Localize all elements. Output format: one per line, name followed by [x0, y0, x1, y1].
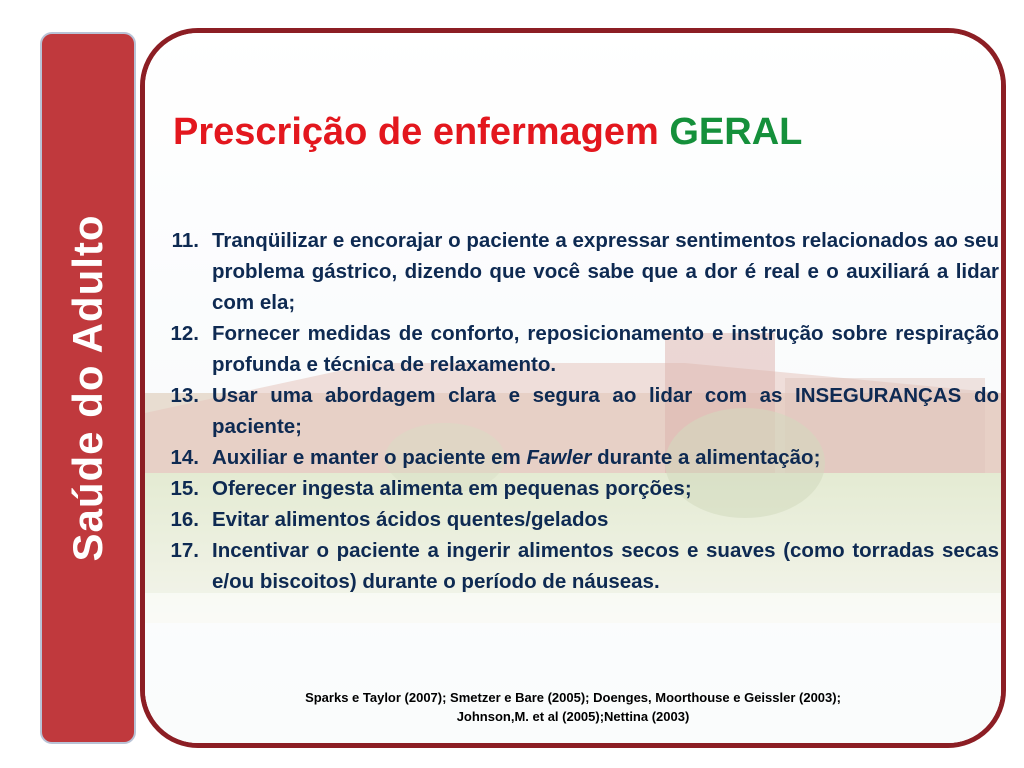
page-title	[173, 111, 802, 154]
list-item	[153, 473, 999, 504]
item-number: 13.	[170, 384, 199, 407]
sidebar-label: Saúde do Adulto	[64, 214, 111, 562]
item-text: Evitar alimentos ácidos quentes/gelados	[212, 508, 609, 531]
item-number: 14.	[170, 446, 199, 469]
item-text-italic: Fawler	[526, 446, 592, 469]
content-frame	[140, 28, 1006, 748]
item-number: 15.	[170, 477, 199, 500]
item-text: Oferecer ingesta alimenta em pequenas porções;	[212, 477, 692, 500]
item-text: Fornecer medidas de conforto, reposicionamento e instrução sobre respiração profunda e técnica de relaxamento.	[212, 322, 999, 376]
item-number: 12.	[170, 322, 199, 345]
list-item	[153, 442, 999, 473]
item-text: Usar uma abordagem clara e segura ao lidar com as INSEGURANÇAS do paciente;	[212, 384, 999, 438]
reference-line: Johnson,M. et al (2005);Nettina (2003)	[456, 709, 690, 724]
item-number: 17.	[170, 539, 199, 562]
list-item	[153, 380, 999, 442]
item-text-after: durante a alimentação;	[591, 446, 821, 469]
list-item	[153, 504, 999, 535]
item-text-before: Auxiliar e manter o paciente em	[212, 446, 527, 469]
reference-line: Sparks e Taylor (2007); Smetzer e Bare (2005); Doenges, Moorthouse e Geissler (2003);	[305, 690, 841, 705]
title-main: Prescrição de enfermagem	[173, 111, 659, 153]
sidebar-panel	[40, 32, 136, 744]
item-number: 16.	[170, 508, 199, 531]
title-accent: GERAL	[669, 111, 803, 153]
references	[145, 688, 1001, 726]
list-item	[153, 318, 999, 380]
list-item	[153, 535, 999, 597]
item-text: Incentivar o paciente a ingerir alimentos secos e suaves (como torradas secas e/ou biscoitos) durante o período de náuseas.	[212, 539, 999, 593]
list-item	[153, 225, 999, 318]
item-text: Tranqüilizar e encorajar o paciente a expressar sentimentos relacionados ao seu problema gástrico, dizendo que você sabe que a dor é real e o auxiliará a lidar com ela;	[212, 229, 999, 314]
prescription-list	[153, 225, 999, 597]
item-number: 11.	[171, 229, 199, 252]
